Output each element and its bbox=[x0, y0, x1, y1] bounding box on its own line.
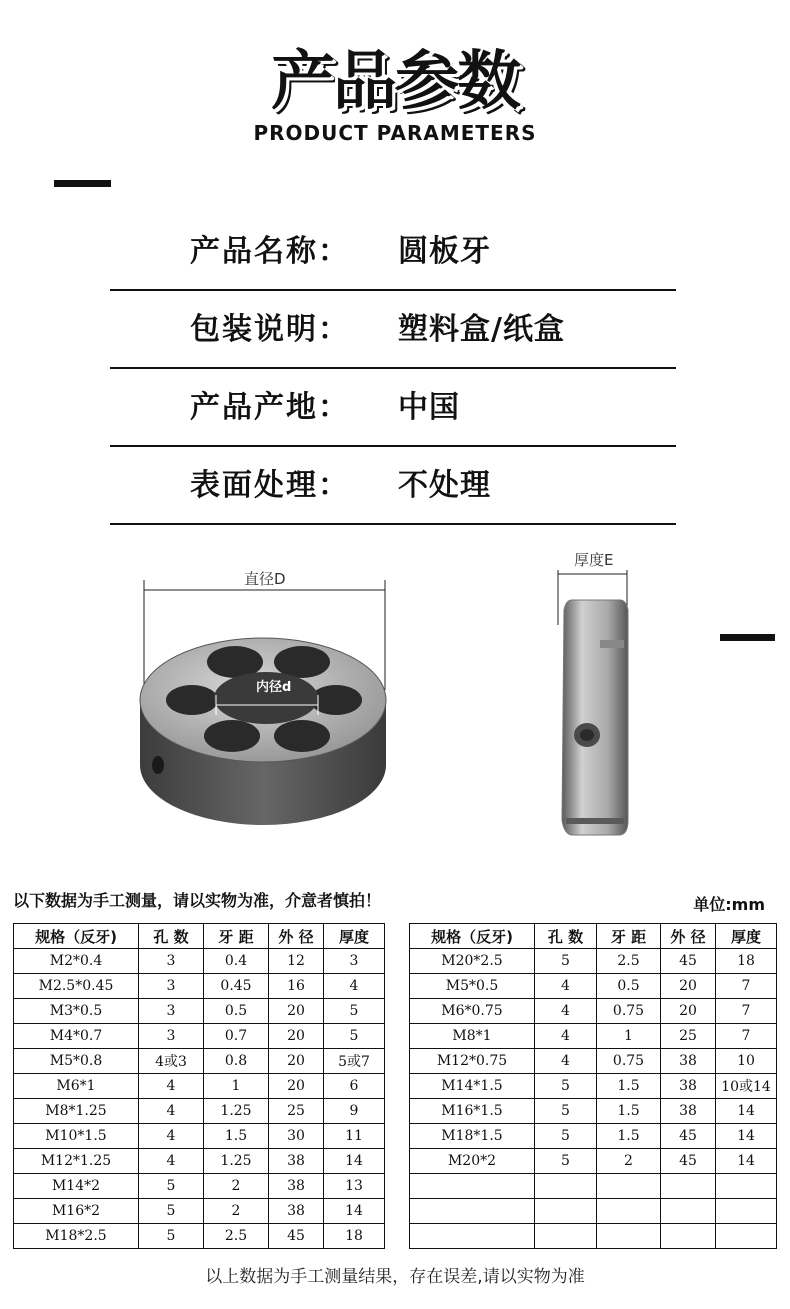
table-cell: 4 bbox=[535, 999, 597, 1024]
table-cell: 10或14 bbox=[716, 1074, 777, 1099]
table-cell: 16 bbox=[269, 974, 324, 999]
table-cell: 5 bbox=[324, 1024, 385, 1049]
table-row bbox=[410, 1074, 777, 1099]
table-cell: 5 bbox=[535, 1149, 597, 1174]
measurement-note: 以下数据为手工测量，请以实物为准，介意者慎拍！ bbox=[13, 891, 382, 910]
table-cell: 11 bbox=[324, 1124, 385, 1149]
table-cell: 2.5 bbox=[597, 949, 661, 974]
table-cell: 25 bbox=[269, 1099, 324, 1124]
table-cell: 5 bbox=[139, 1199, 204, 1224]
col-header-thickness: 厚度 bbox=[324, 924, 385, 949]
table-cell: 1.5 bbox=[597, 1074, 661, 1099]
table-cell bbox=[716, 1174, 777, 1199]
product-diagram bbox=[0, 530, 790, 850]
col-header-spec: 规格（反牙) bbox=[14, 924, 139, 949]
table-cell: M16*2 bbox=[14, 1199, 139, 1224]
table-cell: 14 bbox=[716, 1124, 777, 1149]
table-row bbox=[410, 1124, 777, 1149]
table-cell bbox=[661, 1224, 716, 1249]
table-cell: 0.4 bbox=[204, 949, 269, 974]
table-row bbox=[14, 1124, 385, 1149]
table-cell: 45 bbox=[269, 1224, 324, 1249]
table-row bbox=[14, 1024, 385, 1049]
table-cell bbox=[597, 1224, 661, 1249]
table-cell: 4 bbox=[139, 1099, 204, 1124]
table-cell: 5 bbox=[139, 1174, 204, 1199]
table-cell: 38 bbox=[661, 1049, 716, 1074]
table-cell: 4 bbox=[139, 1149, 204, 1174]
table-cell: 20 bbox=[269, 1074, 324, 1099]
table-cell: 20 bbox=[661, 999, 716, 1024]
table-cell: 5 bbox=[324, 999, 385, 1024]
decor-bar-right bbox=[720, 634, 775, 641]
table-cell: 7 bbox=[716, 974, 777, 999]
table-cell: 0.45 bbox=[204, 974, 269, 999]
param-row-origin bbox=[110, 368, 676, 447]
col-header-spec: 规格（反牙) bbox=[410, 924, 535, 949]
table-cell: M16*1.5 bbox=[410, 1099, 535, 1124]
table-row bbox=[410, 1099, 777, 1124]
table-cell: M3*0.5 bbox=[14, 999, 139, 1024]
table-cell: 3 bbox=[139, 974, 204, 999]
param-value: 圆板牙 bbox=[398, 234, 491, 269]
col-header-outer-diameter: 外 径 bbox=[269, 924, 324, 949]
table-cell: 20 bbox=[661, 974, 716, 999]
table-cell: 2 bbox=[204, 1199, 269, 1224]
table-cell: 5 bbox=[139, 1224, 204, 1249]
inner-diameter-label: 内径d bbox=[256, 680, 292, 695]
table-cell: 5 bbox=[535, 949, 597, 974]
table-cell: M6*1 bbox=[14, 1074, 139, 1099]
table-cell: 0.8 bbox=[204, 1049, 269, 1074]
col-header-holes: 孔 数 bbox=[535, 924, 597, 949]
table-cell: 5 bbox=[535, 1074, 597, 1099]
table-cell: 3 bbox=[139, 949, 204, 974]
table-cell: 2.5 bbox=[204, 1224, 269, 1249]
param-row-name bbox=[110, 212, 676, 291]
table-cell bbox=[410, 1199, 535, 1224]
table-cell: 0.7 bbox=[204, 1024, 269, 1049]
param-value: 不处理 bbox=[398, 468, 491, 503]
table-cell: 25 bbox=[661, 1024, 716, 1049]
table-row bbox=[14, 1174, 385, 1199]
col-header-pitch: 牙 距 bbox=[597, 924, 661, 949]
table-row bbox=[14, 999, 385, 1024]
table-cell: 12 bbox=[269, 949, 324, 974]
table-cell: 3 bbox=[324, 949, 385, 974]
table-cell: 1.5 bbox=[204, 1124, 269, 1149]
table-cell: M8*1.25 bbox=[14, 1099, 139, 1124]
thickness-label: 厚度E bbox=[574, 551, 614, 569]
table-cell: 20 bbox=[269, 1024, 324, 1049]
table-cell: 18 bbox=[324, 1224, 385, 1249]
table-cell: 2 bbox=[204, 1174, 269, 1199]
table-cell: 0.75 bbox=[597, 999, 661, 1024]
table-cell: 4或3 bbox=[139, 1049, 204, 1074]
table-cell: 4 bbox=[535, 1024, 597, 1049]
outer-diameter-label: 直径D bbox=[244, 570, 286, 588]
table-cell bbox=[661, 1174, 716, 1199]
param-key: 表面处理： bbox=[190, 468, 350, 503]
table-cell: M4*0.7 bbox=[14, 1024, 139, 1049]
table-row bbox=[14, 1099, 385, 1124]
table-cell: 45 bbox=[661, 1124, 716, 1149]
param-key: 产品名称： bbox=[190, 234, 350, 269]
table-row bbox=[14, 1049, 385, 1074]
table-cell bbox=[535, 1224, 597, 1249]
table-cell: 1.5 bbox=[597, 1099, 661, 1124]
table-cell bbox=[661, 1199, 716, 1224]
table-cell: M20*2.5 bbox=[410, 949, 535, 974]
table-cell: 5 bbox=[535, 1099, 597, 1124]
table-cell bbox=[535, 1174, 597, 1199]
table-cell: 7 bbox=[716, 1024, 777, 1049]
page-title: 产品参数 bbox=[271, 45, 519, 119]
table-cell: M14*1.5 bbox=[410, 1074, 535, 1099]
table-row bbox=[14, 949, 385, 974]
table-cell: 0.75 bbox=[597, 1049, 661, 1074]
table-row bbox=[410, 949, 777, 974]
table-cell: 5 bbox=[535, 1124, 597, 1149]
table-cell: 14 bbox=[324, 1199, 385, 1224]
col-header-holes: 孔 数 bbox=[139, 924, 204, 949]
table-row bbox=[14, 1074, 385, 1099]
decor-bar-left bbox=[54, 180, 111, 187]
param-key: 产品产地： bbox=[190, 390, 350, 425]
table-cell: 38 bbox=[661, 1074, 716, 1099]
table-cell: M2*0.4 bbox=[14, 949, 139, 974]
table-cell: 5或7 bbox=[324, 1049, 385, 1074]
unit-label: 单位:mm bbox=[693, 895, 765, 914]
table-cell: 20 bbox=[269, 999, 324, 1024]
table-cell: 4 bbox=[139, 1124, 204, 1149]
table-cell: 1.5 bbox=[597, 1124, 661, 1149]
table-cell bbox=[716, 1224, 777, 1249]
table-row bbox=[14, 1149, 385, 1174]
table-cell: 30 bbox=[269, 1124, 324, 1149]
table-cell: M14*2 bbox=[14, 1174, 139, 1199]
table-cell: 1.25 bbox=[204, 1099, 269, 1124]
table-cell: 7 bbox=[716, 999, 777, 1024]
table-cell: 18 bbox=[716, 949, 777, 974]
table-row bbox=[14, 974, 385, 999]
table-cell: 3 bbox=[139, 999, 204, 1024]
table-cell: 1 bbox=[597, 1024, 661, 1049]
table-cell: 13 bbox=[324, 1174, 385, 1199]
table-cell: 1 bbox=[204, 1074, 269, 1099]
disclaimer-note: 以上数据为手工测量结果，存在误差,请以实物为准 bbox=[205, 1267, 585, 1287]
table-cell: 0.5 bbox=[597, 974, 661, 999]
table-cell: 20 bbox=[269, 1049, 324, 1074]
table-cell: 10 bbox=[716, 1049, 777, 1074]
table-cell: 1.25 bbox=[204, 1149, 269, 1174]
table-cell: M12*0.75 bbox=[410, 1049, 535, 1074]
table-cell: M5*0.5 bbox=[410, 974, 535, 999]
table-cell bbox=[597, 1174, 661, 1199]
table-cell: 4 bbox=[139, 1074, 204, 1099]
table-cell: M8*1 bbox=[410, 1024, 535, 1049]
table-row bbox=[410, 1049, 777, 1074]
table-cell: M20*2 bbox=[410, 1149, 535, 1174]
param-key: 包装说明： bbox=[190, 312, 350, 347]
round-die-illustration bbox=[0, 530, 790, 850]
param-value: 中国 bbox=[398, 390, 460, 425]
table-cell: 4 bbox=[535, 974, 597, 999]
table-cell: 9 bbox=[324, 1099, 385, 1124]
table-cell: 6 bbox=[324, 1074, 385, 1099]
table-cell: 14 bbox=[716, 1149, 777, 1174]
table-cell: M6*0.75 bbox=[410, 999, 535, 1024]
table-cell: 3 bbox=[139, 1024, 204, 1049]
table-cell: 0.5 bbox=[204, 999, 269, 1024]
table-cell bbox=[535, 1199, 597, 1224]
col-header-outer-diameter: 外 径 bbox=[661, 924, 716, 949]
table-row bbox=[410, 974, 777, 999]
page-subtitle: PRODUCT PARAMETERS bbox=[253, 121, 537, 145]
table-cell: M5*0.8 bbox=[14, 1049, 139, 1074]
table-cell: 2 bbox=[597, 1149, 661, 1174]
param-value: 塑料盒/纸盒 bbox=[398, 312, 565, 347]
spec-table-left bbox=[13, 923, 385, 1249]
table-header-row bbox=[14, 924, 385, 949]
table-cell: 4 bbox=[324, 974, 385, 999]
table-cell: 14 bbox=[324, 1149, 385, 1174]
col-header-pitch: 牙 距 bbox=[204, 924, 269, 949]
table-row bbox=[410, 1024, 777, 1049]
table-cell: M18*1.5 bbox=[410, 1124, 535, 1149]
param-row-surface bbox=[110, 446, 676, 525]
table-cell: M10*1.5 bbox=[14, 1124, 139, 1149]
table-cell bbox=[410, 1224, 535, 1249]
table-cell bbox=[597, 1199, 661, 1224]
table-row bbox=[410, 1224, 777, 1249]
table-row bbox=[410, 1149, 777, 1174]
table-cell bbox=[410, 1174, 535, 1199]
col-header-thickness: 厚度 bbox=[716, 924, 777, 949]
table-cell: 38 bbox=[269, 1174, 324, 1199]
table-cell: 38 bbox=[661, 1099, 716, 1124]
table-cell: 45 bbox=[661, 1149, 716, 1174]
table-cell: M2.5*0.45 bbox=[14, 974, 139, 999]
table-row bbox=[410, 999, 777, 1024]
spec-table-right bbox=[409, 923, 777, 1249]
table-row bbox=[410, 1174, 777, 1199]
table-cell: 14 bbox=[716, 1099, 777, 1124]
table-cell bbox=[716, 1199, 777, 1224]
table-cell: 38 bbox=[269, 1199, 324, 1224]
table-header-row bbox=[410, 924, 777, 949]
table-row bbox=[410, 1199, 777, 1224]
table-cell: 38 bbox=[269, 1149, 324, 1174]
param-row-packing bbox=[110, 290, 676, 369]
table-row bbox=[14, 1199, 385, 1224]
table-cell: 4 bbox=[535, 1049, 597, 1074]
table-cell: 45 bbox=[661, 949, 716, 974]
table-row bbox=[14, 1224, 385, 1249]
table-cell: M18*2.5 bbox=[14, 1224, 139, 1249]
table-cell: M12*1.25 bbox=[14, 1149, 139, 1174]
